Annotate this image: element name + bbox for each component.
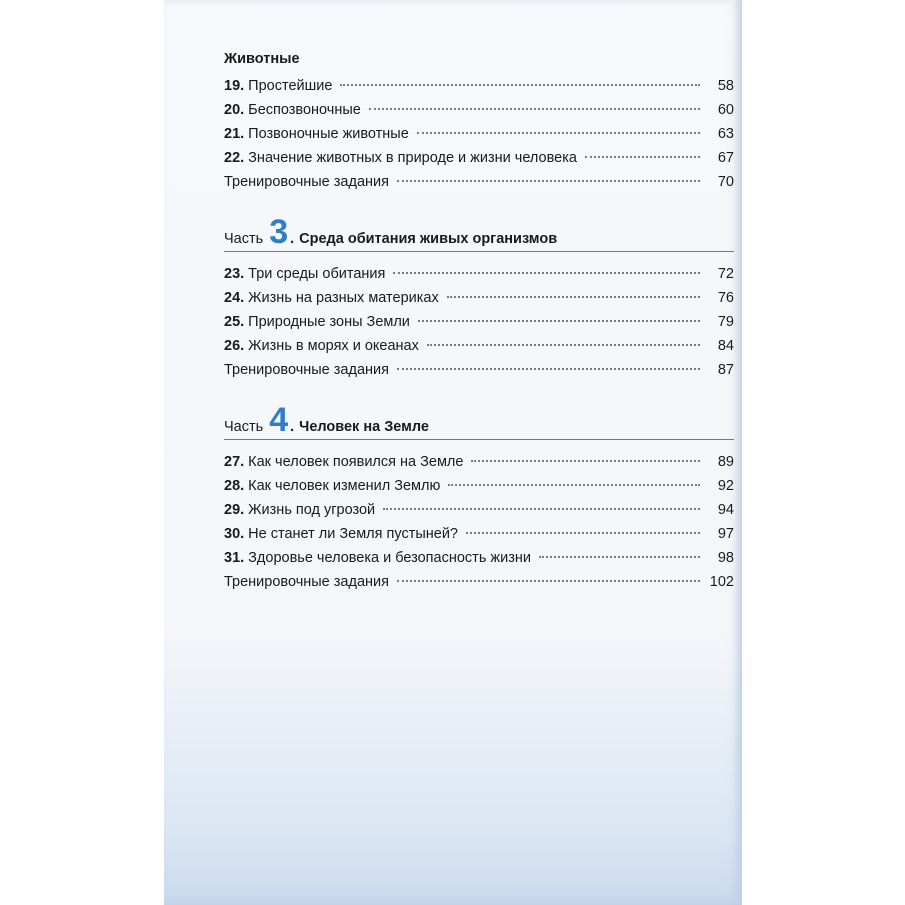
dot-leader	[383, 508, 700, 510]
entry-title: Не станет ли Земля пустыней?	[248, 526, 458, 542]
part-number: 4	[269, 401, 289, 439]
entry-number: 29.	[224, 502, 245, 518]
entry-title: Позвоночные животные	[248, 126, 409, 142]
entry-title: Жизнь в морях и океанах	[248, 338, 419, 354]
entry-number: 19.	[224, 78, 245, 94]
toc-entry[interactable]	[224, 522, 734, 546]
entry-title: Тренировочные задания	[224, 362, 389, 378]
entry-number: 21.	[224, 126, 245, 142]
toc-entry-exercises[interactable]	[224, 570, 734, 594]
dot-leader	[585, 156, 700, 158]
animals-list	[224, 74, 734, 194]
entry-page: 63	[717, 126, 734, 142]
toc-entry[interactable]	[224, 546, 734, 570]
dot-leader	[471, 460, 700, 462]
part-4-header	[224, 400, 734, 440]
toc-entry[interactable]	[224, 310, 734, 334]
entry-title: Жизнь на разных материках	[248, 290, 439, 306]
toc-entry[interactable]	[224, 122, 734, 146]
toc-entry[interactable]	[224, 262, 734, 286]
toc-entry[interactable]	[224, 474, 734, 498]
entry-page: 70	[717, 174, 734, 190]
entry-number: 24.	[224, 290, 245, 306]
table-of-contents	[224, 40, 734, 594]
part-label: Часть	[224, 419, 264, 435]
entry-number: 23.	[224, 266, 245, 282]
dot-leader	[539, 556, 700, 558]
entry-title: Тренировочные задания	[224, 574, 389, 590]
dot-leader	[418, 320, 700, 322]
entry-title: Как человек изменил Землю	[248, 478, 441, 494]
entry-page: 67	[717, 150, 734, 166]
entry-title: Здоровье человека и безопасность жизни	[248, 550, 531, 566]
entry-page: 60	[717, 102, 734, 118]
entry-page: 58	[717, 78, 734, 94]
entry-title: Природные зоны Земли	[248, 314, 410, 330]
section-heading-animals: Животные	[224, 51, 300, 67]
entry-title: Три среды обитания	[248, 266, 386, 282]
dot-leader	[447, 296, 700, 298]
toc-entry-exercises[interactable]	[224, 358, 734, 382]
part-number: 3	[269, 213, 289, 251]
entry-page: 94	[717, 502, 734, 518]
dot-leader	[393, 272, 700, 274]
entry-page: 89	[717, 454, 734, 470]
dot-leader	[466, 532, 700, 534]
entry-title: Жизнь под угрозой	[248, 502, 376, 518]
toc-entry[interactable]	[224, 498, 734, 522]
dot-leader	[397, 180, 700, 182]
entry-page: 72	[717, 266, 734, 282]
part-title: Среда обитания живых организмов	[299, 231, 558, 247]
toc-entry[interactable]	[224, 450, 734, 474]
entry-page: 97	[717, 526, 734, 542]
entry-number: 26.	[224, 338, 245, 354]
entry-number: 31.	[224, 550, 245, 566]
part-4-block	[224, 400, 734, 594]
entry-title: Как человек появился на Земле	[248, 454, 464, 470]
entry-number: 22.	[224, 150, 245, 166]
entry-page: 98	[717, 550, 734, 566]
entry-title: Тренировочные задания	[224, 174, 389, 190]
entry-page: 87	[717, 362, 734, 378]
part-dot: .	[290, 231, 295, 247]
toc-entry[interactable]	[224, 98, 734, 122]
page-edge-shadow	[734, 0, 742, 905]
entry-page: 102	[709, 574, 734, 590]
dot-leader	[397, 368, 700, 370]
entry-page: 76	[717, 290, 734, 306]
dot-leader	[448, 484, 700, 486]
toc-entry-exercises[interactable]	[224, 170, 734, 194]
part-dot: .	[290, 419, 295, 435]
part-3-block	[224, 212, 734, 382]
entry-title: Значение животных в природе и жизни человека	[248, 150, 577, 166]
dot-leader	[417, 132, 700, 134]
entry-number: 28.	[224, 478, 245, 494]
dot-leader	[369, 108, 700, 110]
entry-number: 30.	[224, 526, 245, 542]
entry-page: 84	[717, 338, 734, 354]
toc-entry[interactable]	[224, 74, 734, 98]
entry-number: 27.	[224, 454, 245, 470]
entry-page: 92	[717, 478, 734, 494]
entry-number: 25.	[224, 314, 245, 330]
entry-title: Беспозвоночные	[248, 102, 361, 118]
dot-leader	[340, 84, 700, 86]
toc-entry[interactable]	[224, 334, 734, 358]
dot-leader	[397, 580, 700, 582]
entry-page: 79	[717, 314, 734, 330]
entry-title: Простейшие	[248, 78, 333, 94]
part-label: Часть	[224, 231, 264, 247]
entry-number: 20.	[224, 102, 245, 118]
dot-leader	[427, 344, 700, 346]
toc-entry[interactable]	[224, 146, 734, 170]
part-3-header	[224, 212, 734, 252]
part-title: Человек на Земле	[299, 419, 429, 435]
toc-entry[interactable]	[224, 286, 734, 310]
